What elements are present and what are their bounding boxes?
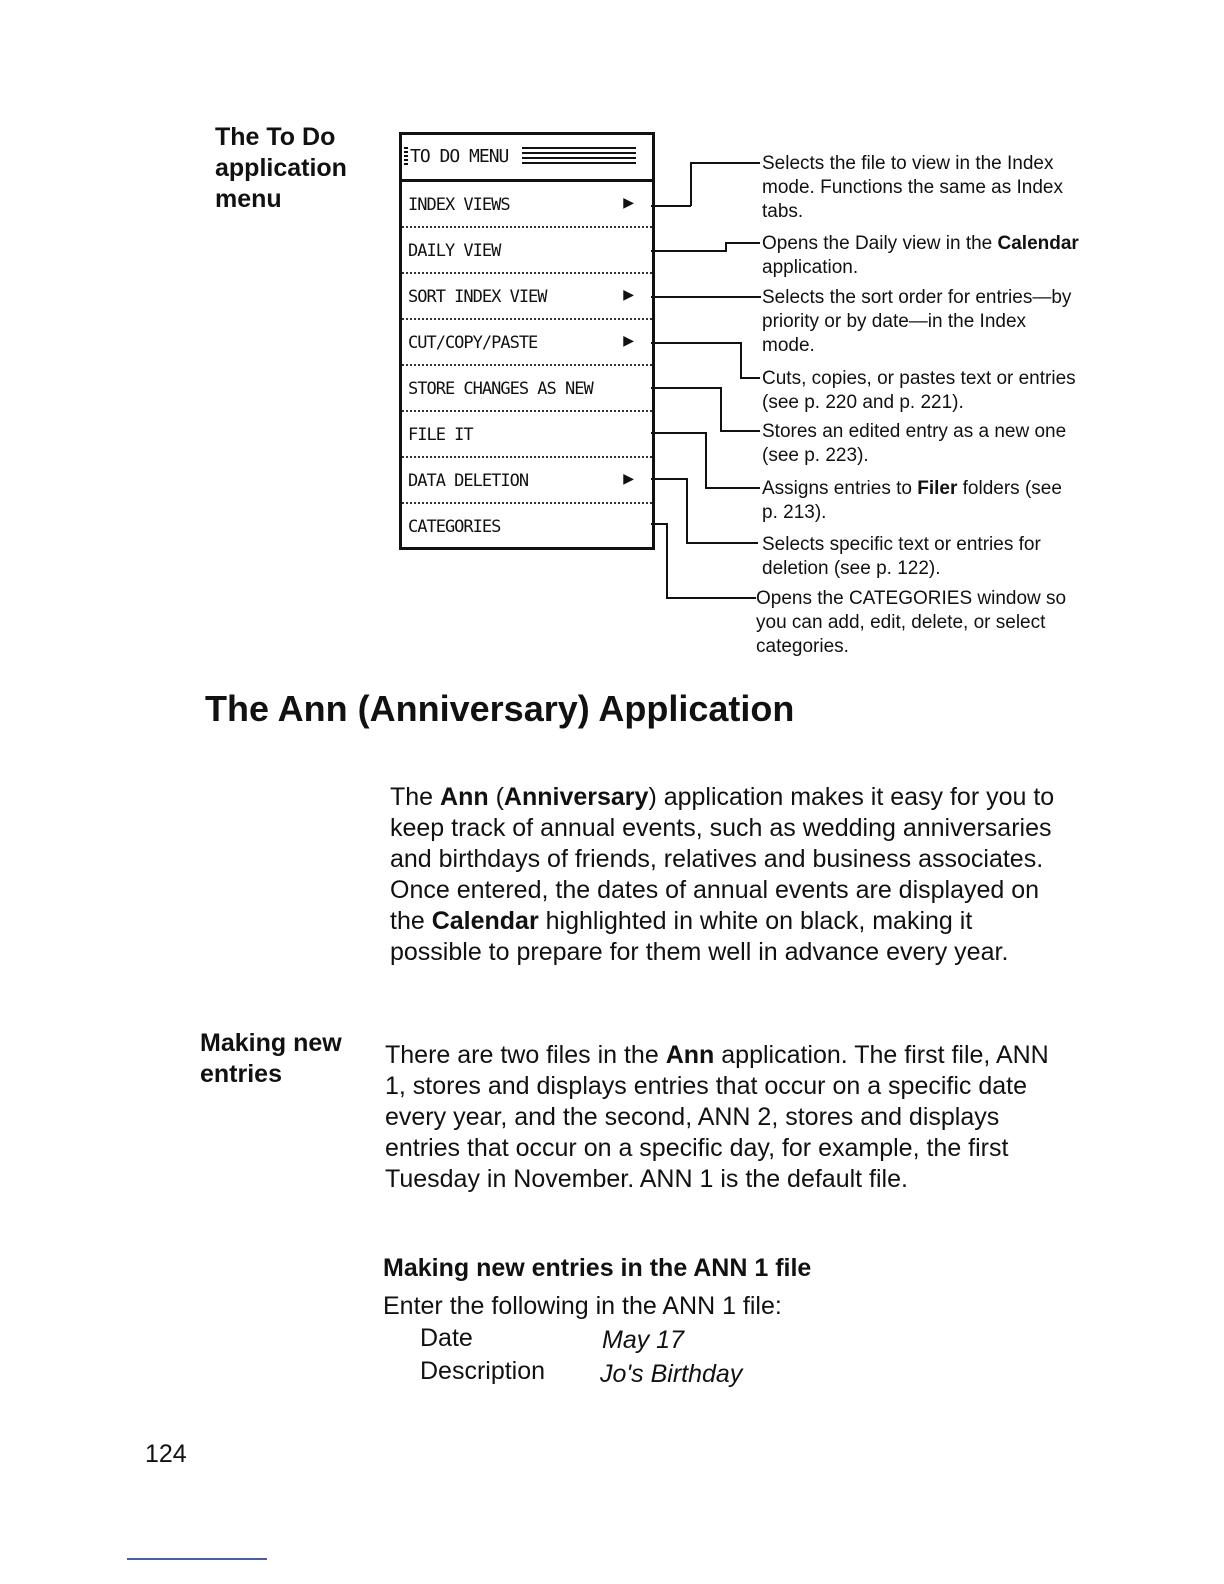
annotation-daily-view: Opens the Daily view in the Calendar application.: [762, 233, 1079, 278]
footer-rule: [127, 1558, 267, 1560]
menu-grip-icon: [404, 147, 408, 167]
figure-label-line1: The To Do: [215, 123, 336, 151]
annotation-index-views: Selects the file to view in the Index mode. Functions the same as Index tabs.: [762, 153, 1063, 222]
subheading: Making new entries in the ANN 1 file: [383, 1254, 812, 1282]
side-heading: Making new entries: [200, 1029, 342, 1088]
menu-title-bar: [402, 135, 652, 182]
menu-item-store-changes[interactable]: [402, 366, 652, 412]
figure-label-line3: menu: [215, 185, 282, 213]
menu-item-label: DATA DELETION: [408, 471, 529, 491]
instruction: Enter the following in the ANN 1 file:: [383, 1292, 782, 1320]
menu-item-data-deletion[interactable]: [402, 458, 652, 504]
annotation-cut-copy-paste: Cuts, copies, or pastes text or entries (see p. 220 and p. 221).: [762, 368, 1076, 413]
menu-item-label: FILE IT: [408, 425, 473, 445]
field-value-description: Jo's Birthday: [600, 1360, 743, 1388]
field-label-description: Description: [420, 1357, 546, 1385]
submenu-arrow-icon: ▶: [623, 332, 634, 348]
annotation-categories: Opens the CATEGORIES window so you can add, edit, delete, or select categories.: [756, 588, 1067, 657]
todo-menu: [399, 132, 655, 550]
figure-label-line2: application: [215, 154, 347, 182]
field-value-date: May 17: [602, 1326, 684, 1354]
submenu-arrow-icon: ▶: [623, 470, 634, 486]
annotation-store-changes: Stores an edited entry as a new one (see p. 223).: [762, 421, 1067, 466]
submenu-arrow-icon: ▶: [623, 286, 634, 302]
figure-label: [215, 122, 375, 215]
menu-item-label: STORE CHANGES AS NEW: [408, 379, 593, 399]
page-number: 124: [145, 1440, 187, 1468]
title-bar-lines: [522, 147, 636, 167]
menu-item-categories[interactable]: [402, 504, 652, 548]
menu-item-index-views[interactable]: [402, 182, 652, 228]
section-title: The Ann (Anniversary) Application: [205, 688, 795, 729]
menu-item-label: DAILY VIEW: [408, 241, 501, 261]
menu-item-label: CATEGORIES: [408, 517, 501, 537]
annotation-file-it: Assigns entries to Filer folders (see p. 213).: [762, 478, 1062, 523]
menu-item-label: INDEX VIEWS: [408, 195, 510, 215]
menu-item-daily-view[interactable]: [402, 228, 652, 274]
submenu-arrow-icon: ▶: [623, 194, 634, 210]
menu-item-sort-index-view[interactable]: [402, 274, 652, 320]
menu-item-label: CUT/COPY/PASTE: [408, 333, 538, 353]
annotation-sort-index-view: Selects the sort order for entries—by priority or by date—in the Index mode.: [762, 287, 1072, 356]
menu-item-file-it[interactable]: [402, 412, 652, 458]
menu-title: TO DO MENU: [410, 146, 509, 167]
intro-paragraph: The Ann (Anniversary) application makes it easy for you to keep track of annual events, such as wedding anniversaries and birthdays of friends, relatives and business associates. Once entered, the dates of annual events are displayed on the Calendar highlighted in white on black, making it possible to prepare for them well in advance every year.: [390, 783, 1055, 966]
field-label-date: Date: [420, 1324, 473, 1352]
body-paragraph: There are two files in the Ann application. The first file, ANN 1, stores and displays entries that occur on a specific date every year, and the second, ANN 2, stores and displays entries that occur on a specific day, for example, the first Tuesday in November. ANN 1 is the default file.: [385, 1041, 1049, 1193]
annotation-data-deletion: Selects specific text or entries for deletion (see p. 122).: [762, 534, 1041, 579]
menu-item-cut-copy-paste[interactable]: [402, 320, 652, 366]
menu-item-label: SORT INDEX VIEW: [408, 287, 547, 307]
